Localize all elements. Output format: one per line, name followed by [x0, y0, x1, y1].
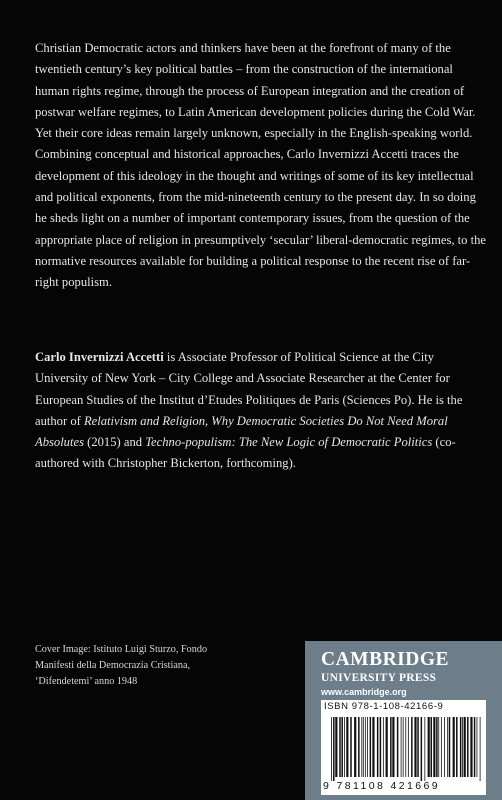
publisher-panel: [305, 641, 502, 800]
author-name: Carlo Invernizzi Accetti: [35, 350, 164, 364]
publisher-website: www.cambridge.org: [321, 687, 407, 697]
barcode-digits: 9 781108 421669: [323, 780, 440, 792]
bio-text-1: is Associate Professor of Political Science at the City University of New York – City College and Associate Researcher at the Center for European Studies of the Institut d’Etudes Politiques de Paris (Sciences Po). He is the author of: [35, 350, 463, 428]
back-cover-blurb: Christian Democratic actors and thinkers have been at the forefront of many of the twentieth century’s key political battles – from the construction of the international human rights regime, through the process of European integration and the creation of postwar welfare regimes, to Latin American development policies during the Cold War. Yet their core ideas remain largely unknown, especially in the English-speaking world. Combining conceptual and historical approaches, Carlo Invernizzi Accetti traces the development of this ideology in the thought and writings of some of its key intellectual and political exponents, from the mid-nineteenth century to the present day. In so doing he sheds light on a number of important contemporary issues, from the question of the appropriate place of religion in presumptively ‘secular’ liberal-democratic regimes, to the normative resources available for building a political response to the recent rise of far-right populism.: [35, 41, 486, 290]
bio-text-3: (co-authored with Christopher Bickerton, forthcoming).: [35, 435, 456, 471]
publisher-subname: UNIVERSITY PRESS: [321, 672, 437, 684]
cover-image-credit: Cover Image: Istituto Luigi Sturzo, Fondo Manifesti della Democrazia Cristiana, ‘Difendetemi’ anno 1948: [35, 644, 208, 687]
isbn-label: ISBN 978-1-108-42166-9: [324, 701, 444, 712]
bio-text-2: (2015) and: [83, 435, 146, 450]
author-bio: [35, 347, 487, 475]
publisher-name: CAMBRIDGE: [321, 649, 450, 670]
barcode-box: [321, 700, 486, 795]
book-title-1: Relativism and Religion, Why Democratic Societies Do Not Need Moral Absolutes: [35, 413, 448, 450]
barcode-icon: [331, 717, 481, 781]
book-title-2: Techno-populism: The New Logic of Democratic Politics: [145, 435, 433, 450]
